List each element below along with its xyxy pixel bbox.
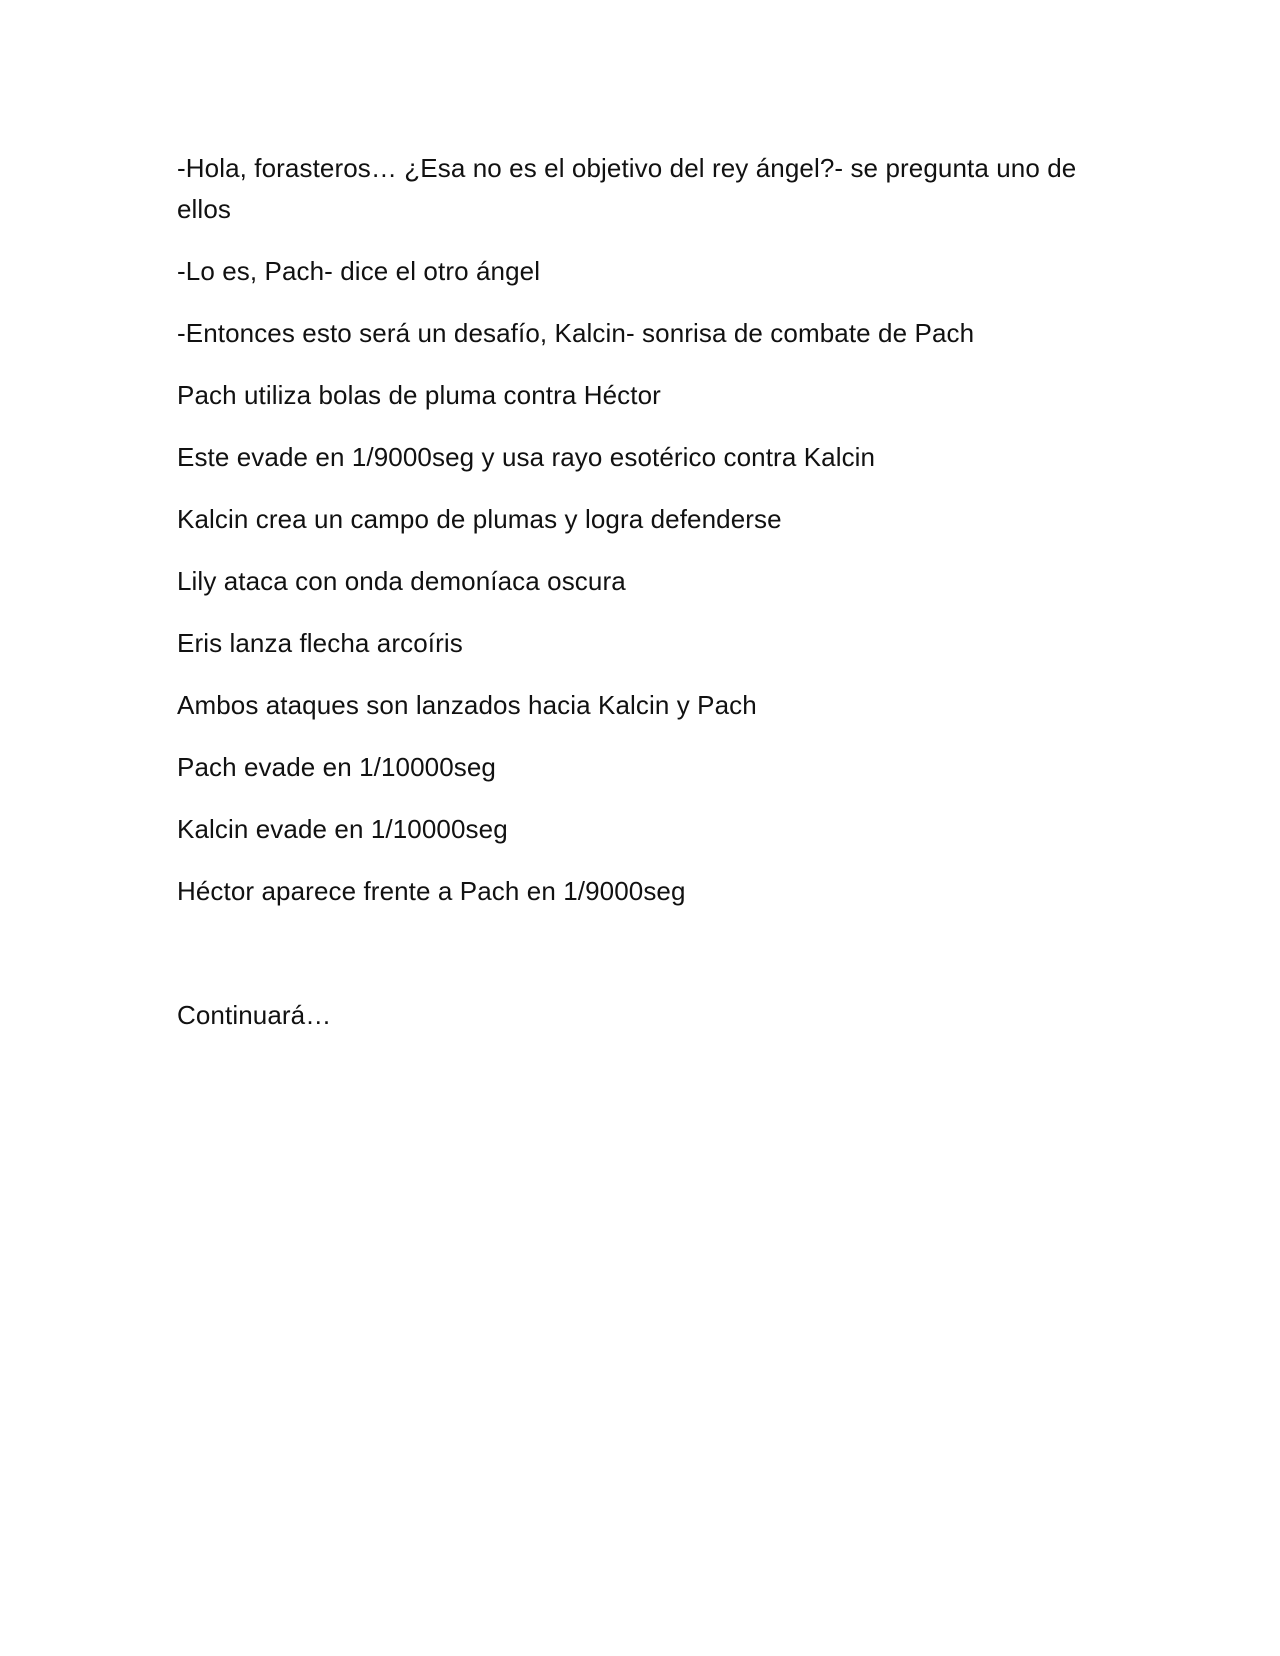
closing-line: Continuará… [177,1000,332,1030]
paragraph: Este evade en 1/9000seg y usa rayo esotérico contra Kalcin [177,442,876,472]
paragraph: Pach evade en 1/10000seg [177,752,496,782]
paragraph: Ambos ataques son lanzados hacia Kalcin y Pach [177,690,757,720]
paragraph: -Lo es, Pach- dice el otro ángel [177,256,541,286]
paragraph: Héctor aparece frente a Pach en 1/9000seg [177,876,686,906]
document-body [177,148,1097,1057]
paragraph: -Entonces esto será un desafío, Kalcin- sonrisa de combate de Pach [177,318,975,348]
blank-line [177,933,1097,995]
paragraph: -Hola, forasteros… ¿Esa no es el objetivo del rey ángel?- se pregunta uno de ellos [177,153,1077,224]
paragraph: Kalcin evade en 1/10000seg [177,814,508,844]
paragraph: Kalcin crea un campo de plumas y logra defenderse [177,504,782,534]
paragraph: Pach utiliza bolas de pluma contra Héctor [177,380,661,410]
paragraph: Eris lanza flecha arcoíris [177,628,463,658]
paragraph: Lily ataca con onda demoníaca oscura [177,566,626,596]
